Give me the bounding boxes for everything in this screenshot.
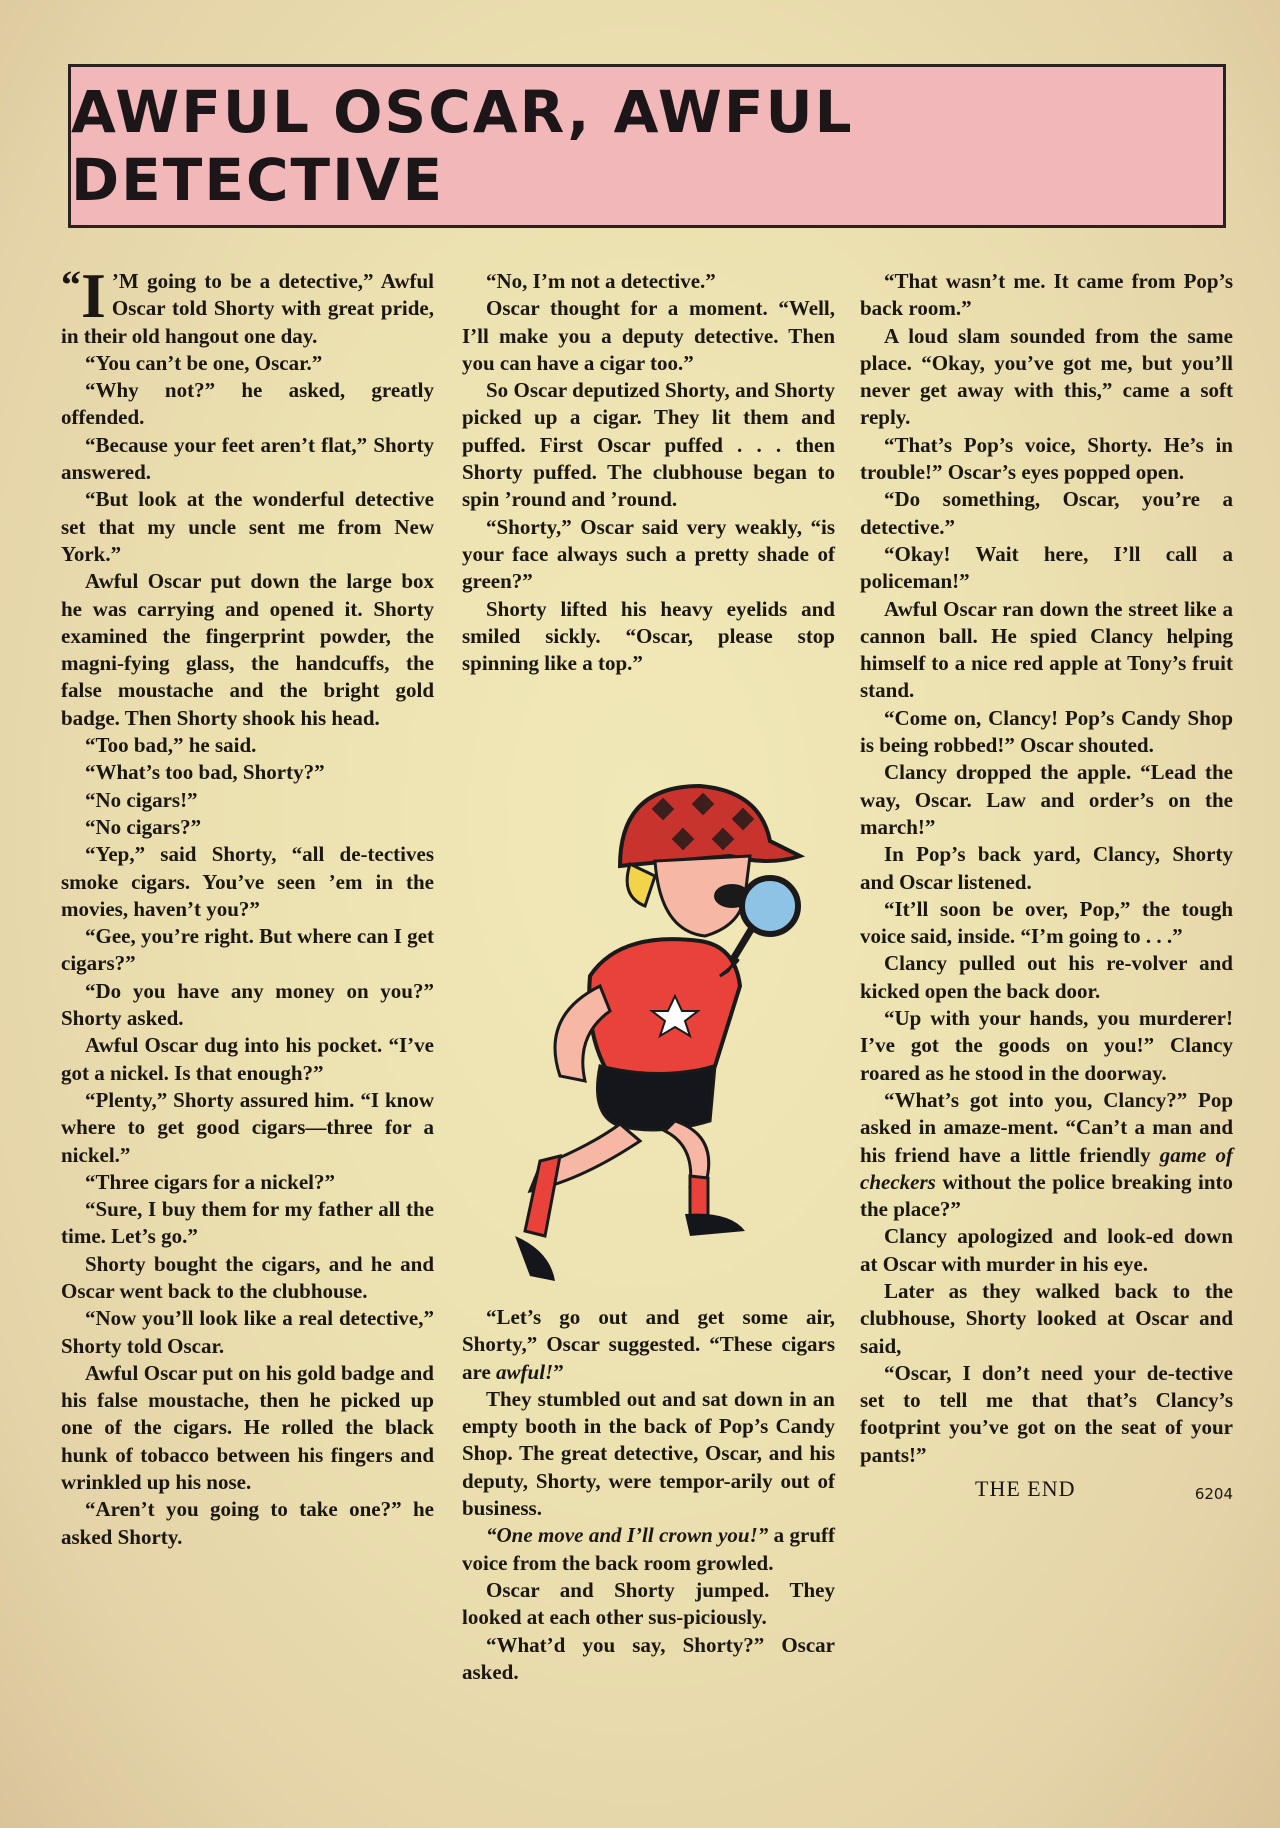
column-2-bottom-paragraphs bbox=[462, 1304, 835, 1686]
paragraph: “Because your feet aren’t flat,” Shorty answered. bbox=[61, 432, 434, 485]
paragraph: Awful Oscar put down the large box he was carrying and opened it. Shorty examined the fingerprint powder, the magni-fying glass, the handcuffs, the false moustache and the bright gold badge. Then Shorty shook his head. bbox=[61, 569, 434, 730]
title-banner bbox=[68, 64, 1226, 228]
column-1-paragraphs bbox=[61, 260, 434, 1551]
text-column-2-bottom bbox=[462, 1304, 835, 1686]
paragraph: ’M going to be a detective,” Awful Oscar told Shorty with great pride, in their old hangout one day. bbox=[61, 269, 434, 348]
paragraph: So Oscar deputized Shorty, and Shorty picked up a cigar. They lit them and puffed. First Oscar puffed . . . then Shorty puffed. The clubhouse began to spin ’round and ’round. bbox=[462, 378, 835, 512]
oscar-detective-illustration bbox=[470, 746, 830, 1296]
paragraph: Awful Oscar put on his gold badge and his false moustache, then he picked up one of the cigars. He rolled the black hunk of tobacco between his fingers and wrinkled up his nose. bbox=[61, 1360, 434, 1495]
paragraph: Awful Oscar dug into his pocket. “I’ve got a nickel. Is that enough?” bbox=[61, 1033, 434, 1085]
paragraph: “What’s too bad, Shorty?” bbox=[85, 760, 325, 785]
paragraph: “No cigars!” bbox=[85, 787, 198, 812]
paragraph: “Three cigars for a nickel?” bbox=[85, 1169, 336, 1194]
paragraph: “Oscar, I don’t need your de-tective set to tell me that that’s Clancy’s footprint you’ve got on the seat of your pants!” bbox=[860, 1360, 1233, 1467]
paragraph: “Plenty,” Shorty assured him. “I know where to get good cigars—three for a nickel.” bbox=[61, 1087, 434, 1167]
paragraph: “Yep,” said Shorty, “all de-tectives smoke cigars. You’ve seen ’em in the movies, haven’t you?” bbox=[61, 842, 434, 921]
paragraph: “That wasn’t me. It came from Pop’s back room.” bbox=[860, 269, 1233, 321]
paragraph: “Too bad,” he said. bbox=[85, 733, 257, 758]
paragraph: “Do something, Oscar, you’re a detective.” bbox=[860, 487, 1233, 539]
paragraph: “You can’t be one, Oscar.” bbox=[85, 350, 323, 375]
paragraph: “No cigars?” bbox=[85, 814, 202, 839]
text-column-1 bbox=[61, 260, 434, 1551]
paragraph: They stumbled out and sat down in an empty booth in the back of Pop’s Candy Shop. The great detective, Oscar, and his deputy, Shorty, were tempor-arily out of business. bbox=[462, 1386, 835, 1521]
end-line bbox=[860, 1475, 1233, 1508]
paragraph: “What’s got into you, Clancy?” Pop asked in amaze-ment. “Can’t a man and his friend have a little friendly game of checkers without the police breaking into the place?” bbox=[860, 1087, 1233, 1222]
paragraph: “Let’s go out and get some air, Shorty,” Oscar suggested. “These cigars are awful!” bbox=[462, 1305, 835, 1384]
paragraph: “That’s Pop’s voice, Shorty. He’s in trouble!” Oscar’s eyes popped open. bbox=[860, 432, 1233, 485]
paragraph: Shorty lifted his heavy eyelids and smiled sickly. “Oscar, please stop spinning like a top.” bbox=[462, 596, 835, 676]
column-2-top-paragraphs bbox=[462, 268, 835, 677]
column-3-paragraphs bbox=[860, 268, 1233, 1469]
paragraph: “It’ll soon be over, Pop,” the tough voice said, inside. “I’m going to . . .” bbox=[860, 896, 1233, 949]
paragraph: “One move and I’ll crown you!” a gruff voice from the back room growled. bbox=[462, 1523, 835, 1575]
paragraph: Clancy dropped the apple. “Lead the way, Oscar. Law and order’s on the march!” bbox=[860, 760, 1233, 839]
paragraph: “Come on, Clancy! Pop’s Candy Shop is being robbed!” Oscar shouted. bbox=[860, 705, 1233, 758]
paragraph: “But look at the wonderful detective set that my uncle sent me from New York.” bbox=[61, 487, 434, 566]
paragraph: In Pop’s back yard, Clancy, Shorty and Oscar listened. bbox=[860, 842, 1233, 894]
paragraph: Later as they walked back to the clubhouse, Shorty looked at Oscar and said, bbox=[860, 1278, 1233, 1358]
page-code: 6204 bbox=[1194, 1485, 1233, 1504]
paragraph: “Sure, I buy them for my father all the time. Let’s go.” bbox=[61, 1197, 434, 1249]
paragraph: Oscar thought for a moment. “Well, I’ll make you a deputy detective. Then you can have a cigar too.” bbox=[462, 296, 835, 375]
paragraph: “Okay! Wait here, I’ll call a policeman!” bbox=[860, 541, 1233, 594]
paragraph: “Up with your hands, you murderer! I’ve got the goods on you!” Clancy roared as he stood in the doorway. bbox=[860, 1006, 1233, 1085]
drop-cap: “I bbox=[61, 260, 106, 331]
paragraph: Awful Oscar ran down the street like a cannon ball. He spied Clancy helping himself to a nice red apple at Tony’s fruit stand. bbox=[860, 596, 1233, 703]
paragraph: “Aren’t you going to take one?” he asked Shorty. bbox=[61, 1497, 434, 1549]
paragraph: A loud slam sounded from the same place. “Okay, you’ve got me, but you’ll never get away with this,” came a soft reply. bbox=[860, 323, 1233, 430]
paragraph: “Gee, you’re right. But where can I get cigars?” bbox=[61, 924, 434, 976]
paragraph: “What’d you say, Shorty?” Oscar asked. bbox=[462, 1632, 835, 1684]
the-end-label: THE END bbox=[975, 1476, 1076, 1502]
paragraph: Clancy pulled out his re-volver and kicked open the back door. bbox=[860, 951, 1233, 1003]
text-column-3 bbox=[860, 268, 1233, 1508]
story-title: AWFUL OSCAR, AWFUL DETECTIVE bbox=[71, 78, 854, 214]
paragraph: “Now you’ll look like a real detective,” Shorty told Oscar. bbox=[61, 1306, 434, 1358]
paragraph: “Do you have any money on you?” Shorty asked. bbox=[61, 978, 434, 1031]
text-column-2-top bbox=[462, 268, 835, 677]
paragraph: “Shorty,” Oscar said very weakly, “is your face always such a pretty shade of green?” bbox=[462, 514, 835, 594]
paragraph: “No, I’m not a detective.” bbox=[486, 269, 716, 293]
paragraph: Oscar and Shorty jumped. They looked at each other sus-piciously. bbox=[462, 1577, 835, 1630]
paragraph: Shorty bought the cigars, and he and Oscar went back to the clubhouse. bbox=[61, 1251, 434, 1303]
paragraph: Clancy apologized and look-ed down at Oscar with murder in his eye. bbox=[860, 1224, 1233, 1276]
paragraph: “Why not?” he asked, greatly offended. bbox=[61, 378, 434, 430]
